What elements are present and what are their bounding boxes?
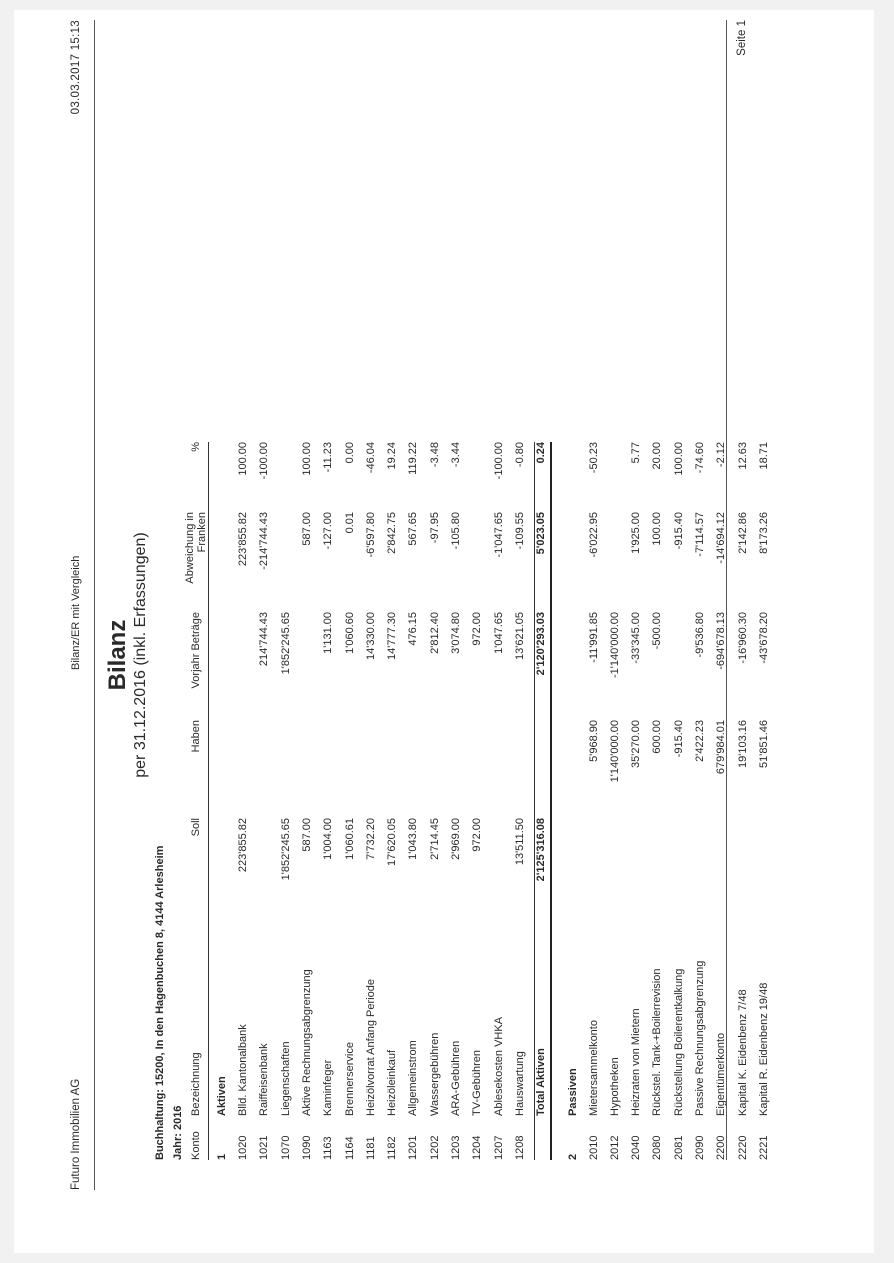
vorjahr-value: 14'777.30	[386, 612, 399, 660]
group-number: 2	[566, 1153, 579, 1160]
account-name: Heizraten von Mietern	[630, 1008, 643, 1116]
abweichung-value: -6'597.80	[364, 512, 377, 558]
abweichung-value: -14'694.12	[715, 512, 728, 564]
column-header-abweichung-unit: Franken	[196, 512, 208, 553]
soll-value: 2'714.45	[428, 818, 441, 860]
account-name: Ablesekosten VHKA	[492, 1016, 505, 1116]
haben-value: 679'984.01	[715, 720, 728, 775]
percent-value: -74.60	[694, 442, 706, 474]
vorjahr-value: -694'678.13	[715, 612, 728, 670]
account-number: 2090	[694, 1135, 706, 1160]
account-number: 2081	[672, 1135, 685, 1160]
vorjahr-value: 14'330.00	[364, 612, 377, 660]
account-number: 2012	[608, 1135, 621, 1160]
account-name: Rückstellung Boilerentkalkung	[672, 968, 685, 1116]
haben-value: 600.00	[651, 720, 664, 754]
column-header-konto: Konto	[190, 1131, 202, 1160]
abweichung-value: 567.65	[407, 512, 420, 546]
account-name: Rückstel. Tank-+Boilerrevision	[651, 968, 664, 1116]
account-number: 1182	[386, 1136, 399, 1160]
percent-value: 119.22	[407, 442, 420, 475]
abweichung-value: -7'114.57	[694, 512, 706, 557]
account-name: Eigentümerkonto	[715, 1032, 728, 1116]
column-header-vorjahr: Vorjahr Beträge	[190, 612, 202, 689]
soll-value: 972.00	[471, 818, 484, 852]
document-page	[14, 10, 874, 1253]
soll-value: 1'004.00	[322, 818, 335, 860]
abweichung-value: -6'022.95	[587, 512, 600, 558]
abweichung-value: 587.00	[300, 512, 313, 546]
group-label: Aktiven	[216, 1076, 228, 1116]
percent-value: 19.24	[386, 442, 399, 470]
abweichung-value: 0.01	[343, 512, 356, 534]
account-name: Kaminfeger	[322, 1059, 335, 1116]
vorjahr-value: 2'812.40	[428, 612, 441, 654]
percent-value: 12.63	[736, 442, 749, 470]
abweichung-value: 8'173.26	[757, 512, 770, 554]
vorjahr-value: 13'621.05	[513, 612, 526, 660]
account-name: Heizölvorrat Anfang Periode	[364, 979, 377, 1116]
vorjahr-value: 972.00	[471, 612, 484, 646]
abweichung-value: -97.95	[428, 512, 441, 544]
rotated-report-sheet	[64, 10, 770, 1190]
abweichung-value: 2'142.86	[736, 512, 749, 554]
account-name: Allgemeinstrom	[407, 1040, 420, 1116]
account-number: 1201	[407, 1135, 420, 1160]
percent-value: -50.23	[587, 442, 600, 474]
soll-value: 1'043.80	[407, 818, 420, 860]
percent-value: -3.48	[428, 442, 441, 468]
haben-value: 35'270.00	[630, 720, 643, 768]
column-header-soll: Soll	[190, 818, 202, 837]
account-name: Hauswartung	[513, 1051, 526, 1116]
abweichung-value: -105.80	[450, 512, 462, 550]
account-number: 1208	[513, 1135, 526, 1160]
account-name: Aktive Rechnungsabgrenzung	[300, 969, 313, 1116]
abweichung-value: 2'842.75	[386, 512, 399, 554]
account-name: Total Aktiven	[535, 1048, 548, 1116]
group-label: Passiven	[566, 1068, 579, 1116]
buchhaltung-line: Buchhaltung: 15200, In den Hagenbuchen 8, 4144 Arlesheim	[154, 845, 166, 1160]
header-rule	[94, 20, 95, 1190]
abweichung-value: 1'925.00	[630, 512, 643, 554]
company-name: Futuro Immobilien AG	[70, 1078, 82, 1190]
report-title: Bilanz	[104, 619, 131, 691]
vorjahr-value: -33'345.00	[630, 612, 643, 664]
vorjahr-value: -9'536.80	[694, 612, 706, 658]
abweichung-value: 100.00	[651, 512, 664, 546]
percent-value: 0.24	[535, 442, 548, 464]
percent-value: 0.00	[343, 442, 356, 464]
account-number: 1204	[471, 1135, 484, 1160]
abweichung-value: -214'744.43	[258, 512, 271, 570]
account-number: 1070	[279, 1135, 292, 1160]
total-rule-bottom	[550, 442, 552, 1160]
footer-rule	[726, 20, 727, 1160]
haben-value: 2'422.23	[694, 720, 706, 762]
vorjahr-value: -1'140'000.00	[608, 612, 621, 678]
soll-value: 7'732.20	[364, 818, 377, 860]
account-number: 2221	[757, 1135, 770, 1160]
account-number: 1163	[322, 1136, 335, 1160]
percent-value: 100.00	[672, 442, 685, 476]
percent-value: -0.80	[513, 442, 526, 468]
account-name: Mietersammelkonto	[587, 1020, 600, 1116]
group-number: 1	[216, 1153, 228, 1160]
haben-value: 1'140'000.00	[608, 720, 621, 783]
haben-value: 51'851.46	[757, 720, 770, 768]
haben-value: 5'968.90	[587, 720, 600, 762]
vorjahr-value: 214'744.43	[258, 612, 271, 667]
account-name: ARA-Gebühren	[450, 1040, 462, 1116]
percent-value: -3.44	[450, 442, 462, 468]
account-number: 1202	[428, 1135, 441, 1160]
account-number: 2010	[587, 1135, 600, 1160]
percent-value: 100.00	[237, 442, 249, 476]
vorjahr-value: 2'120'293.03	[535, 612, 548, 676]
account-name: Hypotheken	[608, 1057, 621, 1116]
vorjahr-value: 1'131.00	[322, 612, 335, 654]
percent-value: 20.00	[651, 442, 664, 470]
account-name: Kapital R. Eidenbenz 19/48	[757, 982, 770, 1116]
soll-value: 587.00	[300, 818, 313, 852]
account-name: Passive Rechnungsabgrenzung	[694, 960, 706, 1116]
account-number: 1181	[364, 1136, 377, 1160]
account-name: Heizöleinkauf	[386, 1049, 399, 1116]
abweichung-value: -127.00	[322, 512, 335, 550]
soll-value: 1'852'245.65	[279, 818, 292, 881]
account-name: Wassergebühren	[428, 1032, 441, 1116]
percent-value: -46.04	[364, 442, 377, 474]
print-datetime: 03.03.2017 15:13	[70, 20, 82, 115]
vorjahr-value: -43'678.20	[757, 612, 770, 664]
report-subtitle: per 31.12.2016 (inkl. Erfassungen)	[132, 532, 149, 778]
account-name: Raiffeisenbank	[258, 1043, 271, 1116]
account-number: 1020	[237, 1135, 249, 1160]
account-number: 2080	[651, 1135, 664, 1160]
account-number: 1090	[300, 1135, 313, 1160]
percent-value: 100.00	[300, 442, 313, 476]
vorjahr-value: 476.15	[407, 612, 420, 646]
account-number: 2220	[736, 1135, 749, 1160]
vorjahr-value: -16'960.30	[736, 612, 749, 664]
account-number: 1021	[258, 1135, 271, 1160]
vorjahr-value: 1'852'245.65	[279, 612, 292, 675]
account-name: Kapital K. Eidenbenz 7/48	[736, 989, 749, 1116]
year-line: Jahr: 2016	[172, 1105, 184, 1160]
haben-value: 19'103.16	[736, 720, 749, 768]
percent-value: -11.23	[322, 442, 335, 473]
column-header-haben: Haben	[190, 720, 202, 753]
account-name: TV-Gebühren	[471, 1049, 484, 1116]
page-number: Seite 1	[736, 20, 748, 56]
soll-value: 2'969.00	[450, 818, 462, 860]
soll-value: 2'125'316.08	[535, 818, 548, 882]
account-name: Brennerservice	[343, 1042, 356, 1116]
vorjahr-value: 1'047.65	[492, 612, 505, 654]
percent-value: -2.12	[715, 442, 728, 468]
account-number: 2200	[715, 1135, 728, 1160]
soll-value: 1'060.61	[343, 818, 356, 860]
abweichung-value: 223'855.82	[237, 512, 249, 567]
account-name: Blld. Kantonalbank	[237, 1024, 249, 1116]
account-name: Liegenschaften	[279, 1041, 292, 1116]
haben-value: -915.40	[672, 720, 685, 758]
vorjahr-value: 1'060.60	[343, 612, 356, 654]
column-header-rule	[208, 442, 209, 1160]
report-type: Bilanz/ER mit Vergleich	[70, 555, 82, 670]
abweichung-value: 5'023.05	[535, 512, 548, 555]
soll-value: 17'620.05	[386, 818, 399, 866]
column-header-bezeichnung: Bezeichnung	[190, 1052, 202, 1116]
account-number: 1164	[343, 1136, 356, 1160]
percent-value: 5.77	[630, 442, 643, 464]
percent-value: -100.00	[258, 442, 271, 480]
abweichung-value: -1'047.65	[492, 512, 505, 558]
column-header-abweichung: Abweichung in	[184, 512, 196, 584]
account-number: 2040	[630, 1135, 643, 1160]
vorjahr-value: -500.00	[651, 612, 664, 650]
account-number: 1203	[450, 1135, 462, 1160]
column-header-percent: %	[190, 442, 202, 452]
soll-value: 223'855.82	[237, 818, 249, 873]
soll-value: 13'511.50	[513, 818, 526, 866]
account-number: 1207	[492, 1135, 505, 1160]
abweichung-value: -109.55	[513, 512, 526, 550]
percent-value: 18.71	[757, 442, 770, 470]
percent-value: -100.00	[492, 442, 505, 480]
vorjahr-value: 3'074.80	[450, 612, 462, 654]
abweichung-value: -915.40	[672, 512, 685, 550]
vorjahr-value: -11'991.85	[587, 612, 600, 663]
